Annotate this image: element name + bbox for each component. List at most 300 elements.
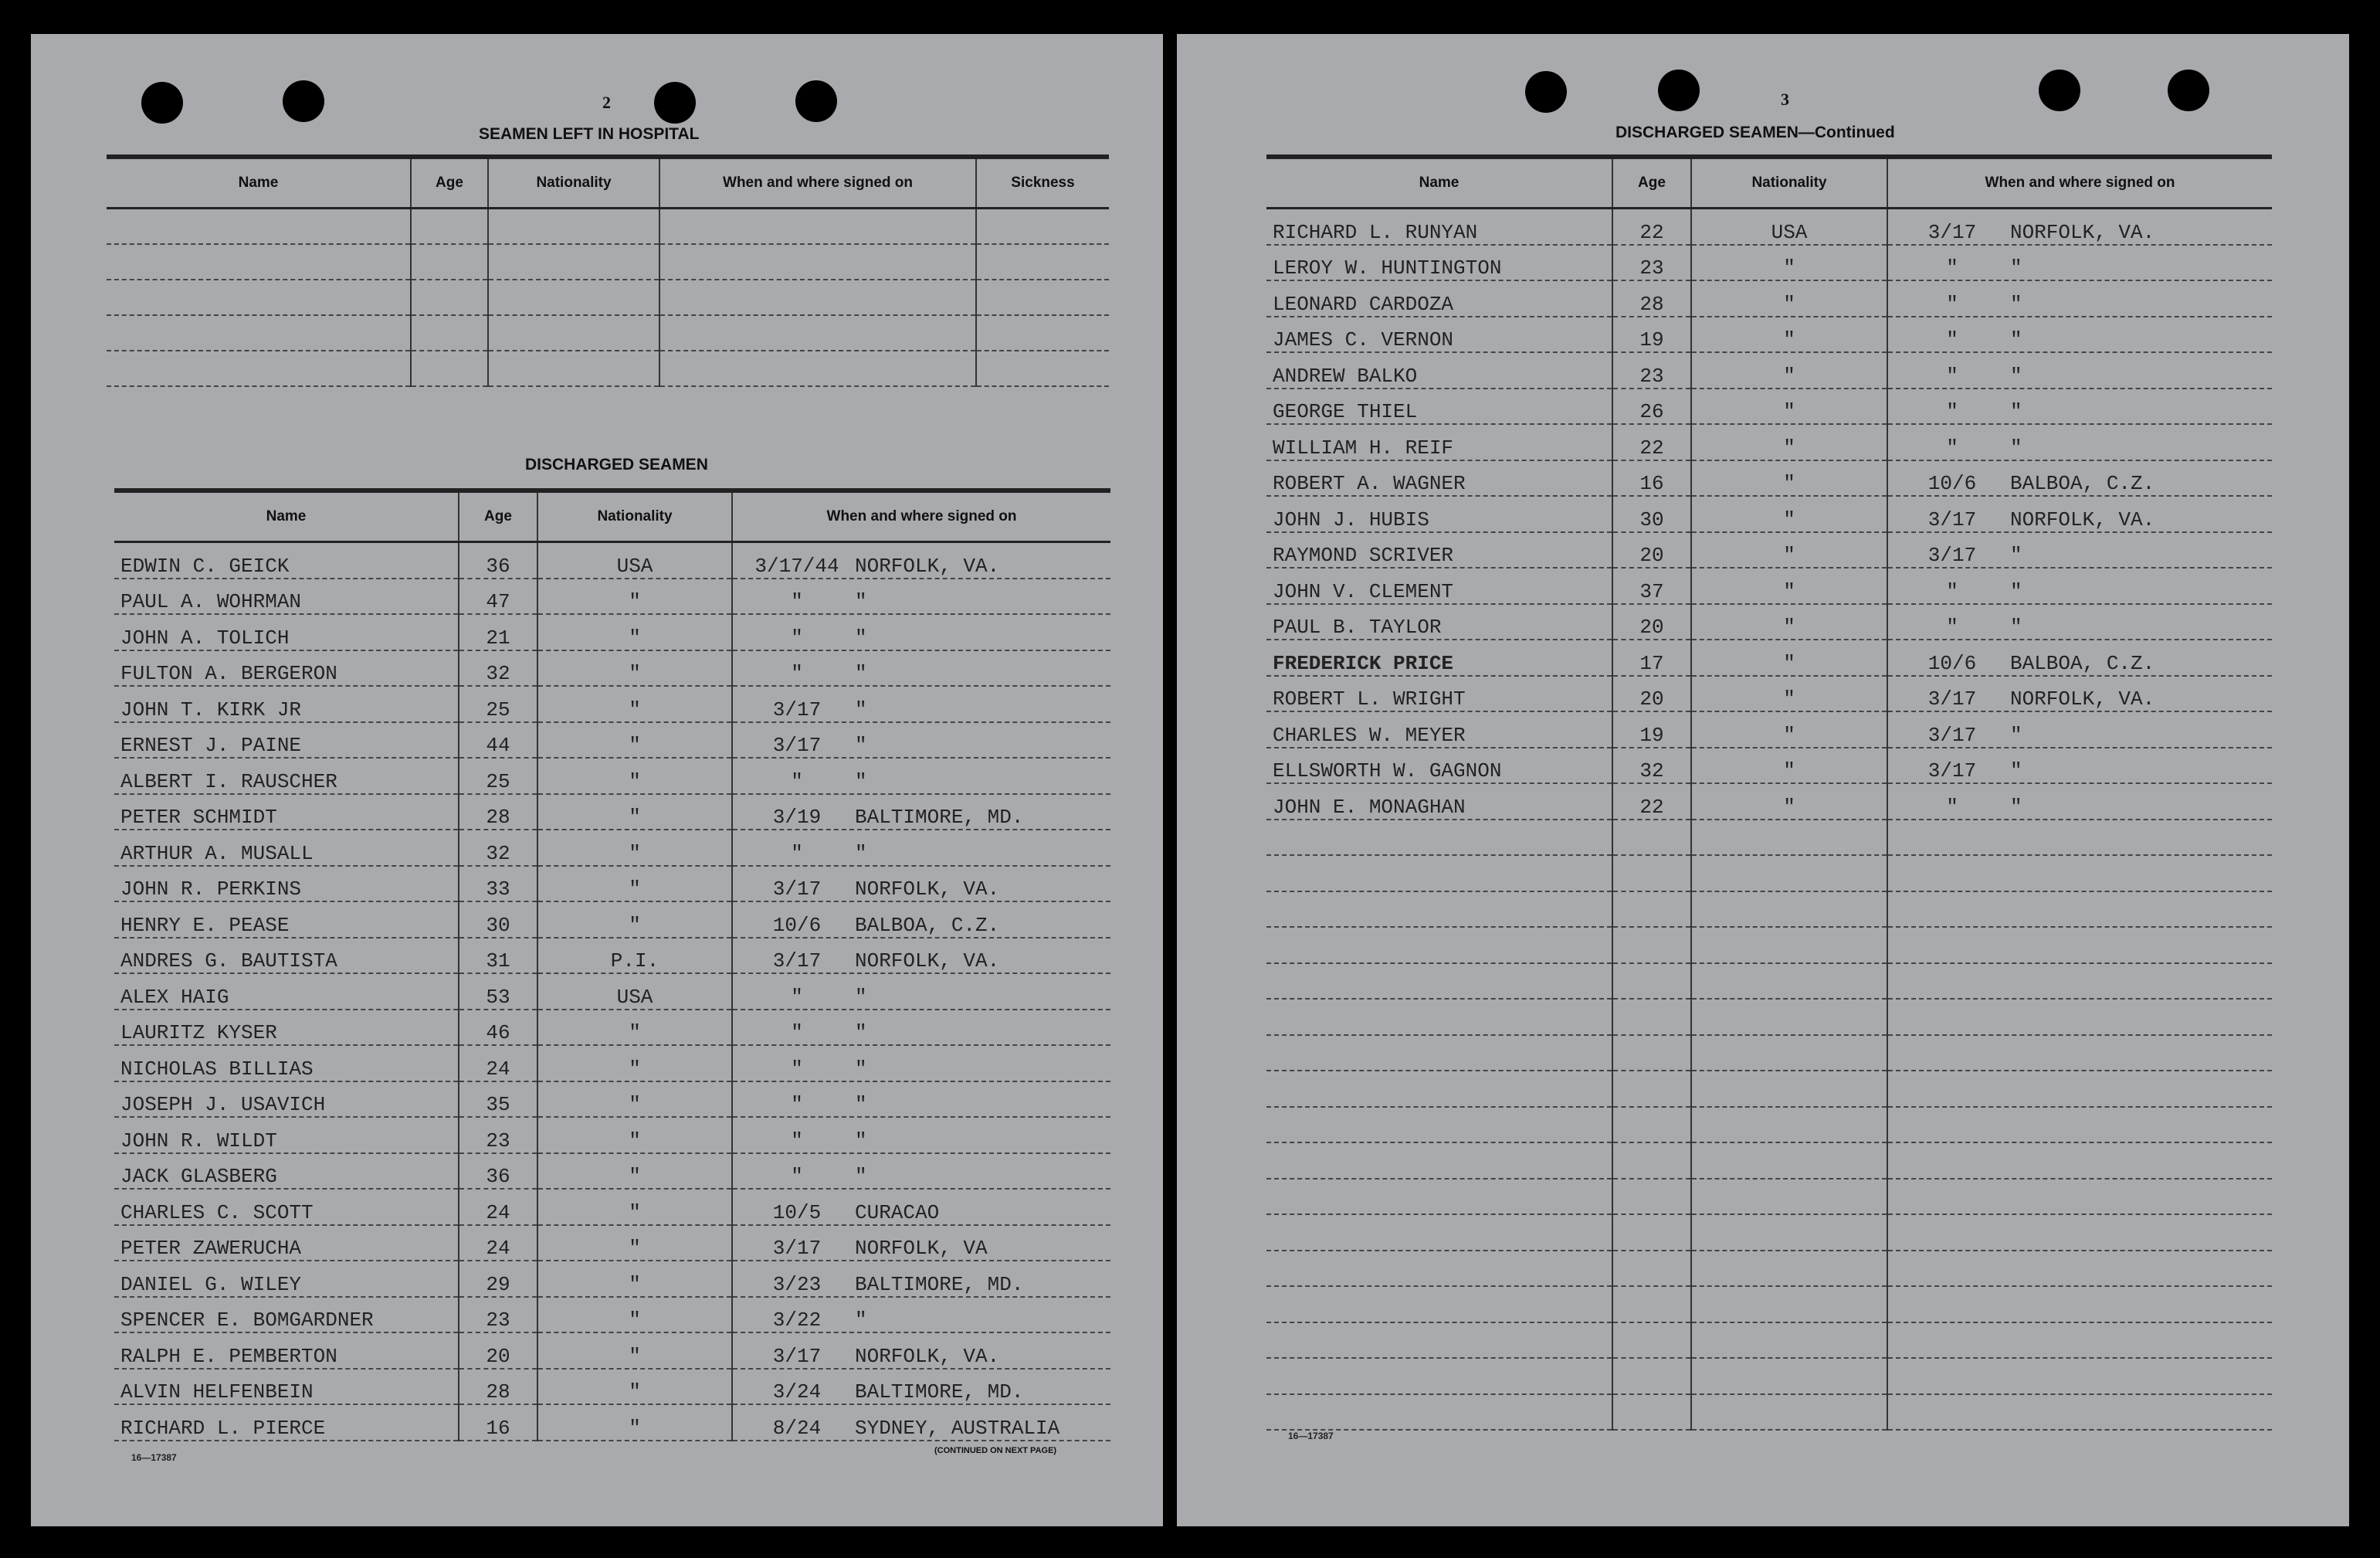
signed-on bbox=[732, 973, 1110, 1010]
seaman-name: PAUL B. TAYLOR bbox=[1266, 604, 1612, 640]
seaman-nationality: " bbox=[537, 686, 732, 722]
signed-on bbox=[1887, 1358, 2272, 1394]
seaman-name: ROBERT A. WAGNER bbox=[1266, 460, 1612, 497]
column-header-signed-on: When and where signed on bbox=[659, 157, 976, 209]
binder-hole bbox=[795, 80, 837, 122]
seaman-name bbox=[1266, 1179, 1612, 1215]
signed-on bbox=[1887, 1071, 2272, 1107]
signed-on-date: 3/17 bbox=[1927, 220, 1977, 244]
seaman-age: 47 bbox=[459, 579, 537, 615]
seaman-nationality bbox=[1691, 855, 1887, 891]
seaman-age bbox=[1612, 927, 1691, 963]
table-row bbox=[114, 973, 1110, 1010]
signed-on-date: 3/22 bbox=[772, 1309, 822, 1332]
table-row bbox=[1266, 855, 2272, 891]
seaman-name: PETER SCHMIDT bbox=[114, 794, 459, 830]
seaman-name: JAMES C. VERNON bbox=[1266, 317, 1612, 353]
seaman-nationality: " bbox=[1691, 568, 1887, 604]
page-number: 2 bbox=[602, 93, 611, 112]
signed-on bbox=[1887, 532, 2272, 569]
table-row bbox=[1266, 927, 2272, 963]
signed-on bbox=[732, 1189, 1110, 1225]
table-row bbox=[1266, 1394, 2272, 1431]
signed-on bbox=[732, 614, 1110, 650]
binder-hole bbox=[654, 82, 696, 124]
seaman-age: 21 bbox=[459, 614, 537, 650]
seaman-name: JOHN T. KIRK JR bbox=[114, 686, 459, 722]
signed-on bbox=[1887, 389, 2272, 425]
signed-on bbox=[732, 866, 1110, 902]
table-row bbox=[1266, 1107, 2272, 1143]
seaman-nationality: " bbox=[537, 1261, 732, 1297]
seaman-name: CHARLES W. MEYER bbox=[1266, 711, 1612, 748]
seaman-nationality bbox=[1691, 1322, 1887, 1359]
signed-on-date: 3/17 bbox=[772, 1237, 822, 1260]
signed-on bbox=[732, 1297, 1110, 1333]
seaman-age: 24 bbox=[459, 1189, 537, 1225]
signed-on-place: " bbox=[2010, 364, 2022, 388]
seaman-age bbox=[1612, 999, 1691, 1035]
seaman-age: 23 bbox=[459, 1297, 537, 1333]
signed-on bbox=[1887, 963, 2272, 1000]
table-row bbox=[114, 614, 1110, 650]
table-row bbox=[1266, 209, 2272, 245]
signed-on-place: " bbox=[2010, 544, 2022, 567]
signed-on-place: " bbox=[855, 662, 867, 685]
seaman-age bbox=[1612, 1251, 1691, 1287]
seaman-age: 33 bbox=[459, 866, 537, 902]
seaman-nationality: " bbox=[1691, 245, 1887, 281]
seaman-age: 46 bbox=[459, 1010, 537, 1046]
table-row bbox=[1266, 640, 2272, 676]
seaman-nationality: USA bbox=[537, 542, 732, 579]
seaman-nationality: " bbox=[537, 579, 732, 615]
signed-on bbox=[1887, 891, 2272, 928]
table-row bbox=[114, 1369, 1110, 1405]
seaman-nationality: " bbox=[537, 1010, 732, 1046]
seaman-name: JOHN V. CLEMENT bbox=[1266, 568, 1612, 604]
seaman-nationality: " bbox=[537, 722, 732, 759]
table-row bbox=[1266, 1214, 2272, 1251]
seaman-name bbox=[1266, 1071, 1612, 1107]
seaman-name bbox=[1266, 1358, 1612, 1394]
seaman-name: ALEX HAIG bbox=[114, 973, 459, 1010]
signed-on-place: " bbox=[855, 769, 867, 793]
signed-on-date: " bbox=[1946, 616, 1958, 639]
signed-on-date: 3/17 bbox=[772, 877, 822, 901]
seaman-name: JOHN E. MONAGHAN bbox=[1266, 783, 1612, 820]
seaman-age: 28 bbox=[459, 1369, 537, 1405]
seaman-nationality bbox=[1691, 1142, 1887, 1179]
signed-on bbox=[732, 1225, 1110, 1261]
seaman-name bbox=[1266, 1322, 1612, 1359]
signed-on bbox=[1887, 280, 2272, 317]
signed-on-place: " bbox=[2010, 292, 2022, 316]
seaman-name bbox=[1266, 1251, 1612, 1287]
signed-on-place: BALTIMORE, MD. bbox=[855, 806, 1024, 829]
table-row bbox=[1266, 568, 2272, 604]
signed-on-place: " bbox=[855, 1129, 867, 1152]
binder-hole bbox=[283, 80, 324, 122]
table-row bbox=[1266, 424, 2272, 460]
seaman-nationality: " bbox=[1691, 389, 1887, 425]
signed-on-place: NORFOLK, VA. bbox=[855, 1344, 1000, 1368]
signed-on-date: " bbox=[1946, 256, 1958, 280]
table-row bbox=[1266, 891, 2272, 928]
signed-on bbox=[732, 901, 1110, 938]
seaman-nationality: " bbox=[537, 1332, 732, 1369]
signed-on bbox=[1887, 748, 2272, 784]
seaman-age bbox=[1612, 963, 1691, 1000]
signed-on-place: BALBOA, C.Z. bbox=[855, 913, 1000, 937]
form-number: 16—17387 bbox=[131, 1452, 177, 1463]
seaman-name bbox=[1266, 1286, 1612, 1322]
column-header-name: Name bbox=[114, 490, 459, 542]
signed-on-date: 10/6 bbox=[1927, 651, 1977, 675]
signed-on-place: BALTIMORE, MD. bbox=[855, 1380, 1024, 1404]
seaman-name: RICHARD L. RUNYAN bbox=[1266, 209, 1612, 245]
seaman-age bbox=[1612, 1322, 1691, 1359]
signed-on-place: " bbox=[855, 1093, 867, 1116]
signed-on bbox=[732, 830, 1110, 866]
table-row bbox=[1266, 748, 2272, 784]
seaman-name: DANIEL G. WILEY bbox=[114, 1261, 459, 1297]
seaman-age bbox=[1612, 1358, 1691, 1394]
seaman-nationality bbox=[1691, 1394, 1887, 1431]
seaman-name: ARTHUR A. MUSALL bbox=[114, 830, 459, 866]
seaman-nationality: " bbox=[537, 794, 732, 830]
signed-on bbox=[1887, 1394, 2272, 1431]
signed-on-place: NORFOLK, VA. bbox=[855, 554, 1000, 578]
seaman-name: HENRY E. PEASE bbox=[114, 901, 459, 938]
signed-on-date: " bbox=[791, 1165, 803, 1188]
discharged-table bbox=[114, 488, 1110, 1441]
seaman-nationality bbox=[1691, 1286, 1887, 1322]
signed-on-place: " bbox=[855, 590, 867, 613]
seaman-name: PAUL A. WOHRMAN bbox=[114, 579, 459, 615]
seaman-name: LAURITZ KYSER bbox=[114, 1010, 459, 1046]
signed-on-date: " bbox=[791, 985, 803, 1009]
discharged-continued-table bbox=[1266, 154, 2272, 1431]
continued-note: (CONTINUED ON NEXT PAGE) bbox=[934, 1446, 1057, 1455]
column-header-nationality: Nationality bbox=[537, 490, 732, 542]
seaman-name bbox=[1266, 1035, 1612, 1071]
hospital-section-title: SEAMEN LEFT IN HOSPITAL bbox=[479, 125, 700, 143]
binder-hole bbox=[141, 82, 183, 124]
signed-on-place: CURACAO bbox=[855, 1200, 940, 1224]
seaman-nationality: " bbox=[537, 1225, 732, 1261]
seaman-name: JOSEPH J. USAVICH bbox=[114, 1081, 459, 1118]
signed-on-place: " bbox=[855, 734, 867, 757]
seaman-nationality: " bbox=[537, 1153, 732, 1190]
seaman-name: EDWIN C. GEICK bbox=[114, 542, 459, 579]
signed-on-place: " bbox=[855, 626, 867, 650]
seaman-nationality: " bbox=[1691, 496, 1887, 532]
seaman-age: 30 bbox=[459, 901, 537, 938]
binder-hole bbox=[1658, 70, 1700, 111]
table-row bbox=[114, 1010, 1110, 1046]
continued-section-title: DISCHARGED SEAMEN—Continued bbox=[1615, 124, 1895, 141]
signed-on-date: 3/17 bbox=[772, 698, 822, 721]
table-row bbox=[1266, 352, 2272, 389]
signed-on bbox=[1887, 711, 2272, 748]
signed-on-date: " bbox=[1946, 400, 1958, 423]
seaman-age: 20 bbox=[1612, 676, 1691, 712]
column-header-name: Name bbox=[1266, 157, 1612, 209]
signed-on-date: 10/5 bbox=[772, 1200, 822, 1224]
seaman-nationality bbox=[1691, 1071, 1887, 1107]
seaman-name: FULTON A. BERGERON bbox=[114, 650, 459, 687]
signed-on bbox=[732, 794, 1110, 830]
signed-on bbox=[1887, 855, 2272, 891]
table-row bbox=[1266, 1179, 2272, 1215]
seaman-age: 28 bbox=[1612, 280, 1691, 317]
table-row bbox=[107, 315, 1109, 351]
seaman-nationality bbox=[1691, 1251, 1887, 1287]
seaman-age bbox=[1612, 1179, 1691, 1215]
binder-hole bbox=[1525, 71, 1567, 113]
seaman-nationality: " bbox=[537, 901, 732, 938]
table-row bbox=[1266, 280, 2272, 317]
table-row bbox=[114, 650, 1110, 687]
signed-on-date: 3/17 bbox=[1927, 687, 1977, 711]
seaman-name: JOHN J. HUBIS bbox=[1266, 496, 1612, 532]
signed-on bbox=[732, 758, 1110, 794]
signed-on-place: " bbox=[855, 985, 867, 1009]
signed-on-place: SYDNEY, AUSTRALIA bbox=[855, 1416, 1060, 1440]
table-row bbox=[1266, 317, 2272, 353]
table-row bbox=[107, 351, 1109, 386]
table-row bbox=[114, 1261, 1110, 1297]
column-header-age: Age bbox=[1612, 157, 1691, 209]
seaman-age: 20 bbox=[1612, 604, 1691, 640]
signed-on-date: 3/17 bbox=[1927, 544, 1977, 567]
signed-on-date: " bbox=[791, 1093, 803, 1116]
signed-on-place: BALBOA, C.Z. bbox=[2010, 472, 2155, 495]
table-row bbox=[114, 830, 1110, 866]
signed-on-date: 3/17 bbox=[1927, 723, 1977, 747]
column-header-nationality: Nationality bbox=[1691, 157, 1887, 209]
table-row bbox=[107, 244, 1109, 280]
seaman-name: SPENCER E. BOMGARDNER bbox=[114, 1297, 459, 1333]
seaman-age: 19 bbox=[1612, 317, 1691, 353]
signed-on-date: " bbox=[1946, 364, 1958, 388]
table-row bbox=[1266, 245, 2272, 281]
table-row bbox=[114, 542, 1110, 579]
signed-on-place: NORFOLK, VA. bbox=[2010, 220, 2155, 244]
seaman-name bbox=[1266, 927, 1612, 963]
table-row bbox=[1266, 783, 2272, 820]
binder-hole bbox=[2039, 70, 2080, 111]
signed-on bbox=[732, 650, 1110, 687]
seaman-nationality bbox=[1691, 927, 1887, 963]
table-row bbox=[114, 1189, 1110, 1225]
table-row bbox=[114, 1153, 1110, 1190]
signed-on-date: " bbox=[1946, 436, 1958, 460]
seaman-name bbox=[1266, 1142, 1612, 1179]
seaman-nationality bbox=[1691, 1035, 1887, 1071]
table-row bbox=[114, 866, 1110, 902]
seaman-age bbox=[1612, 891, 1691, 928]
seaman-age: 31 bbox=[459, 938, 537, 974]
seaman-name: WILLIAM H. REIF bbox=[1266, 424, 1612, 460]
seaman-age: 23 bbox=[459, 1117, 537, 1153]
table-row bbox=[1266, 711, 2272, 748]
seaman-age: 30 bbox=[1612, 496, 1691, 532]
seaman-age: 26 bbox=[1612, 389, 1691, 425]
signed-on bbox=[732, 1332, 1110, 1369]
seaman-nationality bbox=[1691, 999, 1887, 1035]
seaman-nationality: " bbox=[1691, 783, 1887, 820]
seaman-nationality: " bbox=[1691, 280, 1887, 317]
table-row bbox=[1266, 820, 2272, 856]
seaman-nationality bbox=[1691, 1107, 1887, 1143]
table-row bbox=[114, 722, 1110, 759]
signed-on-date: " bbox=[791, 769, 803, 793]
seaman-nationality: " bbox=[1691, 317, 1887, 353]
signed-on bbox=[1887, 1286, 2272, 1322]
seaman-age: 25 bbox=[459, 686, 537, 722]
seaman-name: RICHARD L. PIERCE bbox=[114, 1404, 459, 1441]
table-row bbox=[1266, 532, 2272, 569]
table-row bbox=[1266, 604, 2272, 640]
signed-on-place: " bbox=[2010, 256, 2022, 280]
seaman-name bbox=[1266, 1214, 1612, 1251]
signed-on-place: " bbox=[2010, 795, 2022, 819]
table-row bbox=[1266, 963, 2272, 1000]
seaman-nationality: " bbox=[1691, 640, 1887, 676]
seaman-age: 17 bbox=[1612, 640, 1691, 676]
binder-hole bbox=[2168, 70, 2209, 111]
column-header-name: Name bbox=[107, 157, 411, 209]
table-row bbox=[114, 938, 1110, 974]
signed-on-place: " bbox=[855, 1021, 867, 1044]
discharged-section-title: DISCHARGED SEAMEN bbox=[525, 456, 708, 474]
signed-on bbox=[1887, 496, 2272, 532]
seaman-name: ANDREW BALKO bbox=[1266, 352, 1612, 389]
seaman-age: 20 bbox=[459, 1332, 537, 1369]
signed-on-date: " bbox=[1946, 795, 1958, 819]
seaman-name: LEROY W. HUNTINGTON bbox=[1266, 245, 1612, 281]
table-row bbox=[114, 758, 1110, 794]
seaman-name bbox=[1266, 963, 1612, 1000]
signed-on bbox=[732, 1045, 1110, 1081]
table-row bbox=[1266, 1358, 2272, 1394]
seaman-nationality bbox=[1691, 963, 1887, 1000]
signed-on-date: 3/23 bbox=[772, 1272, 822, 1296]
seaman-name: JOHN R. WILDT bbox=[114, 1117, 459, 1153]
seaman-name: JOHN R. PERKINS bbox=[114, 866, 459, 902]
signed-on-place: " bbox=[2010, 759, 2022, 782]
seaman-name bbox=[1266, 999, 1612, 1035]
signed-on-place: " bbox=[855, 841, 867, 865]
signed-on bbox=[732, 542, 1110, 579]
column-header-age: Age bbox=[411, 157, 488, 209]
signed-on bbox=[1887, 640, 2272, 676]
seaman-age bbox=[1612, 1394, 1691, 1431]
signed-on-date: " bbox=[791, 626, 803, 650]
seaman-nationality: " bbox=[1691, 604, 1887, 640]
signed-on bbox=[1887, 1035, 2272, 1071]
table-row bbox=[107, 209, 1109, 245]
seaman-age: 36 bbox=[459, 542, 537, 579]
right-page bbox=[1177, 34, 2349, 1526]
signed-on bbox=[1887, 1142, 2272, 1179]
table-row bbox=[114, 1332, 1110, 1369]
signed-on bbox=[1887, 460, 2272, 497]
seaman-nationality: " bbox=[1691, 748, 1887, 784]
seaman-nationality: " bbox=[1691, 460, 1887, 497]
signed-on bbox=[1887, 783, 2272, 820]
table-row bbox=[1266, 1251, 2272, 1287]
seaman-name: ERNEST J. PAINE bbox=[114, 722, 459, 759]
seaman-nationality bbox=[1691, 820, 1887, 856]
signed-on bbox=[1887, 999, 2272, 1035]
page-number: 3 bbox=[1781, 90, 1789, 109]
seaman-age bbox=[1612, 820, 1691, 856]
seaman-nationality bbox=[1691, 1214, 1887, 1251]
table-row bbox=[1266, 676, 2272, 712]
seaman-age: 32 bbox=[459, 650, 537, 687]
signed-on bbox=[732, 1117, 1110, 1153]
table-row bbox=[114, 1225, 1110, 1261]
signed-on bbox=[1887, 1214, 2272, 1251]
signed-on-date: " bbox=[791, 841, 803, 865]
seaman-age bbox=[1612, 1107, 1691, 1143]
signed-on bbox=[732, 579, 1110, 615]
seaman-nationality: " bbox=[537, 1189, 732, 1225]
left-page bbox=[31, 34, 1163, 1526]
signed-on bbox=[1887, 927, 2272, 963]
table-row bbox=[1266, 1142, 2272, 1179]
seaman-nationality: " bbox=[1691, 711, 1887, 748]
signed-on-date: 3/17 bbox=[772, 734, 822, 757]
seaman-age bbox=[1612, 1035, 1691, 1071]
seaman-age: 24 bbox=[459, 1045, 537, 1081]
signed-on-place: NORFOLK, VA. bbox=[2010, 507, 2155, 531]
seaman-nationality: " bbox=[1691, 424, 1887, 460]
table-row bbox=[1266, 496, 2272, 532]
signed-on-date: 10/6 bbox=[772, 913, 822, 937]
seaman-nationality: " bbox=[537, 830, 732, 866]
column-header-nationality: Nationality bbox=[488, 157, 659, 209]
seaman-nationality: " bbox=[1691, 352, 1887, 389]
seaman-name bbox=[1266, 855, 1612, 891]
signed-on-date: " bbox=[791, 1057, 803, 1081]
hospital-table bbox=[107, 154, 1109, 387]
table-row bbox=[1266, 460, 2272, 497]
seaman-age: 35 bbox=[459, 1081, 537, 1118]
table-row bbox=[1266, 1286, 2272, 1322]
seaman-age: 29 bbox=[459, 1261, 537, 1297]
seaman-age: 22 bbox=[1612, 424, 1691, 460]
signed-on bbox=[732, 722, 1110, 759]
seaman-age: 25 bbox=[459, 758, 537, 794]
signed-on bbox=[1887, 1251, 2272, 1287]
seaman-nationality bbox=[1691, 1358, 1887, 1394]
signed-on bbox=[1887, 1179, 2272, 1215]
seaman-age: 22 bbox=[1612, 209, 1691, 245]
table-row bbox=[114, 1045, 1110, 1081]
table-row bbox=[107, 280, 1109, 315]
seaman-nationality: " bbox=[1691, 676, 1887, 712]
signed-on bbox=[1887, 676, 2272, 712]
table-row bbox=[114, 901, 1110, 938]
column-header-age: Age bbox=[459, 490, 537, 542]
seaman-age: 23 bbox=[1612, 245, 1691, 281]
column-header-signed-on: When and where signed on bbox=[732, 490, 1110, 542]
table-row bbox=[114, 1297, 1110, 1333]
